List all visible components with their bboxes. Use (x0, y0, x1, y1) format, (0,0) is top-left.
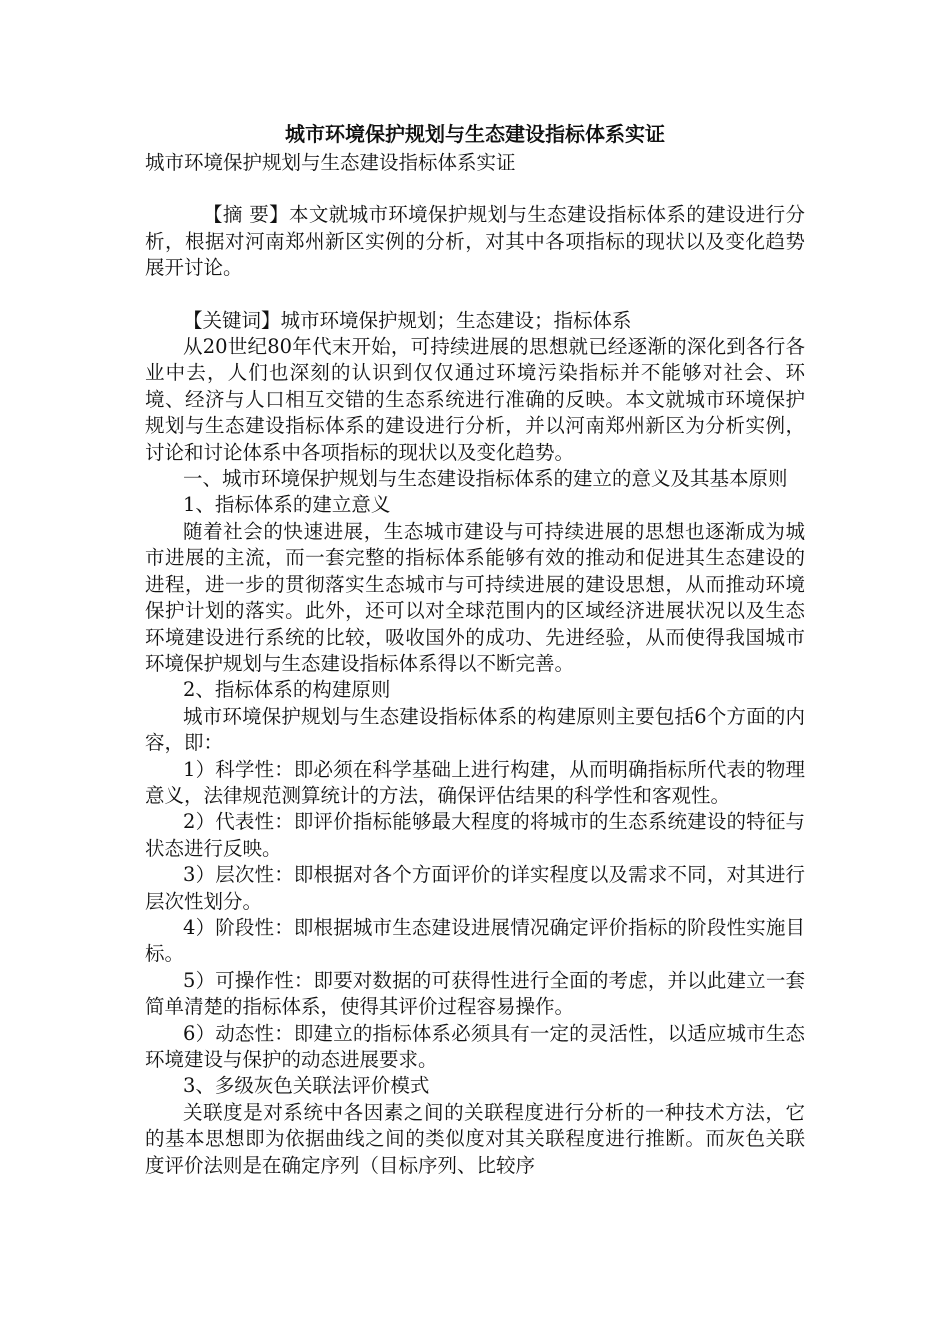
keywords-line: 【关键词】城市环境保护规划；生态建设；指标体系 (183, 308, 632, 332)
list-item: 4）阶段性：即根据城市生态建设进展情况确定评价指标的阶段性实施目标。 (145, 915, 805, 966)
section-heading: 一、城市环境保护规划与生态建设指标体系的建立的意义及其基本原则 (183, 467, 788, 491)
document-body (145, 118, 805, 1179)
list-item: 1）科学性：即必须在科学基础上进行构建，从而明确指标所代表的物理意义，法律规范测算统计的方法，确保评估结果的科学性和客观性。 (145, 757, 805, 807)
document-title: 城市环境保护规划与生态建设指标体系实证 (285, 122, 665, 146)
subsection-heading: 1、指标体系的建立意义 (183, 493, 391, 517)
body-paragraph: 随着社会的快速进展，生态城市建设与可持续进展的思想也逐渐成为城市进展的主流，而一套完整的指标体系能够有效的推动和促进其生态建设的进程，进一步的贯彻落实生态城市与可持续进展的建设思想，从而推动环境保护计划的落实。此外，还可以对全球范围内的区域经济进展状况以及生态环境建设进行系统的比较，吸收国外的成功、先进经验，从而使得我国城市环境保护规划与生态建设指标体系得以不断完善。 (145, 519, 805, 675)
list-item: 5）可操作性：即要对数据的可获得性进行全面的考虑，并以此建立一套简单清楚的指标体系，使得其评价过程容易操作。 (145, 968, 805, 1019)
document-subtitle: 城市环境保护规划与生态建设指标体系实证 (145, 151, 516, 174)
subsection-heading: 2、指标体系的构建原则 (183, 678, 391, 702)
subsection-heading: 3、多级灰色关联法评价模式 (183, 1074, 430, 1098)
list-item: 6）动态性：即建立的指标体系必须具有一定的灵活性，以适应城市生态环境建设与保护的动态进展要求。 (145, 1021, 805, 1071)
body-paragraph: 城市环境保护规划与生态建设指标体系的构建原则主要包括6个方面的内容，即： (145, 704, 805, 755)
list-item: 2）代表性：即评价指标能够最大程度的将城市的生态系统建设的特征与状态进行反映。 (145, 810, 805, 860)
abstract-paragraph: 【摘 要】本文就城市环境保护规划与生态建设指标体系的建设进行分析，根据对河南郑州新区实例的分析，对其中各项指标的现状以及变化趋势展开讨论。 (145, 203, 805, 280)
body-paragraph: 关联度是对系统中各因素之间的关联程度进行分析的一种技术方法，它的基本思想即为依据曲线之间的类似度对其关联程度进行推断。而灰色关联度评价法则是在确定序列（目标序列、比较序 (145, 1100, 805, 1177)
list-item: 3）层次性：即根据对各个方面评价的详实程度以及需求不同，对其进行层次性划分。 (145, 863, 805, 913)
body-paragraph: 从20世纪80年代末开始，可持续进展的思想就已经逐渐的深化到各行各业中去，人们也深刻的认识到仅仅通过环境污染指标并不能够对社会、环境、经济与人口相互交错的生态系统进行准确的反映。本文就城市环境保护规划与生态建设指标体系的建设进行分析，并以河南郑州新区为分析实例，讨论和讨论体系中各项指标的现状以及变化趋势。 (145, 335, 805, 464)
